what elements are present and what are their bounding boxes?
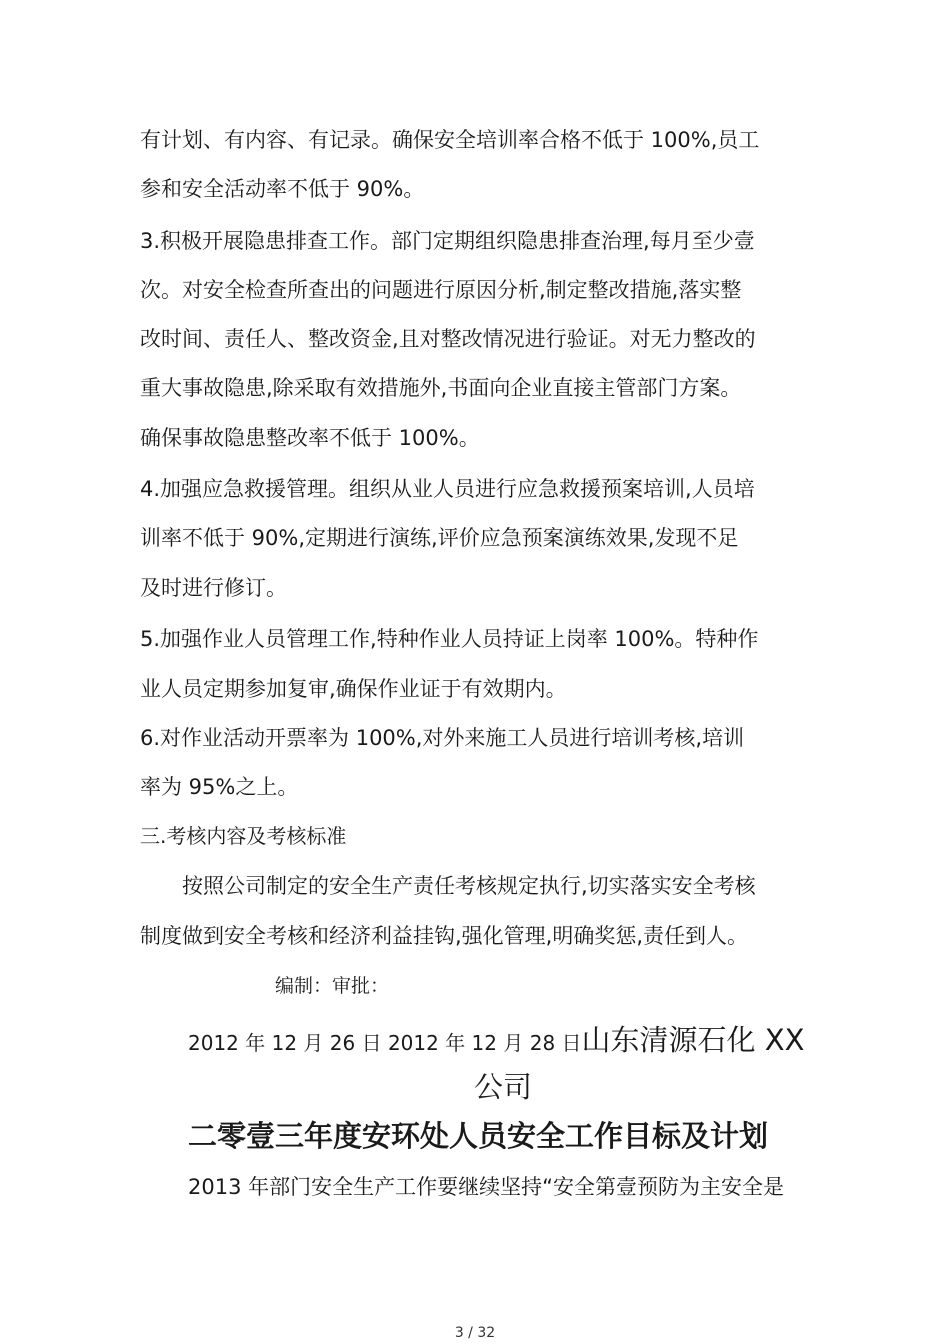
body-line-12: 业人员定期参加复审,确保作业证于有效期内。 bbox=[140, 677, 567, 701]
body-line-3: 3.积极开展隐患排查工作。部门定期组织隐患排查治理,每月至少壹 bbox=[140, 229, 755, 253]
section-paragraph-line-2: 制度做到安全考核和经济利益挂钩,强化管理,明确奖惩,责任到人。 bbox=[140, 924, 749, 948]
signoff-dates-row bbox=[188, 1018, 804, 1059]
page-number: 3 / 32 bbox=[454, 1325, 496, 1341]
body-line-8: 4.加强应急救援管理。组织从业人员进行应急救援预案培训,人员培 bbox=[140, 477, 755, 501]
next-document-title: 二零壹三年度安环处人员安全工作目标及计划 bbox=[188, 1119, 769, 1153]
body-line-5: 改时间、责任人、整改资金,且对整改情况进行验证。对无力整改的 bbox=[140, 327, 756, 351]
company-name-continued: 公司 bbox=[474, 1070, 533, 1104]
signoff-label: 编制：审批： bbox=[275, 975, 390, 997]
body-line-2: 参和安全活动率不低于 90%。 bbox=[140, 177, 425, 201]
body-line-14: 率为 95%之上。 bbox=[140, 775, 299, 799]
company-name: 山东清源石化 XX bbox=[581, 1023, 805, 1057]
body-line-6: 重大事故隐患,除采取有效措施外,书面向企业直接主管部门方案。 bbox=[140, 376, 742, 400]
body-line-10: 及时进行修订。 bbox=[140, 576, 287, 600]
body-line-4: 次。对安全检查所查出的问题进行原因分析,制定整改措施,落实整 bbox=[140, 278, 742, 302]
section-paragraph-line-1: 按照公司制定的安全生产责任考核规定执行,切实落实安全考核 bbox=[182, 874, 756, 898]
body-line-9: 训率不低于 90%,定期进行演练,评价应急预案演练效果,发现不足 bbox=[140, 526, 739, 550]
next-document-intro: 2013 年部门安全生产工作要继续坚持“安全第壹预防为主安全是 bbox=[188, 1175, 784, 1199]
signoff-dates: 2012 年 12 月 26 日 2012 年 12 月 28 日 bbox=[188, 1031, 582, 1055]
body-line-13: 6.对作业活动开票率为 100%,对外来施工人员进行培训考核,培训 bbox=[140, 726, 745, 750]
section-heading: 三.考核内容及考核标准 bbox=[140, 824, 347, 848]
body-line-1: 有计划、有内容、有记录。确保安全培训率合格不低于 100%,员工 bbox=[140, 128, 760, 152]
body-line-7: 确保事故隐患整改率不低于 100%。 bbox=[140, 426, 480, 450]
body-line-11: 5.加强作业人员管理工作,特种作业人员持证上岗率 100%。特种作 bbox=[140, 627, 759, 651]
